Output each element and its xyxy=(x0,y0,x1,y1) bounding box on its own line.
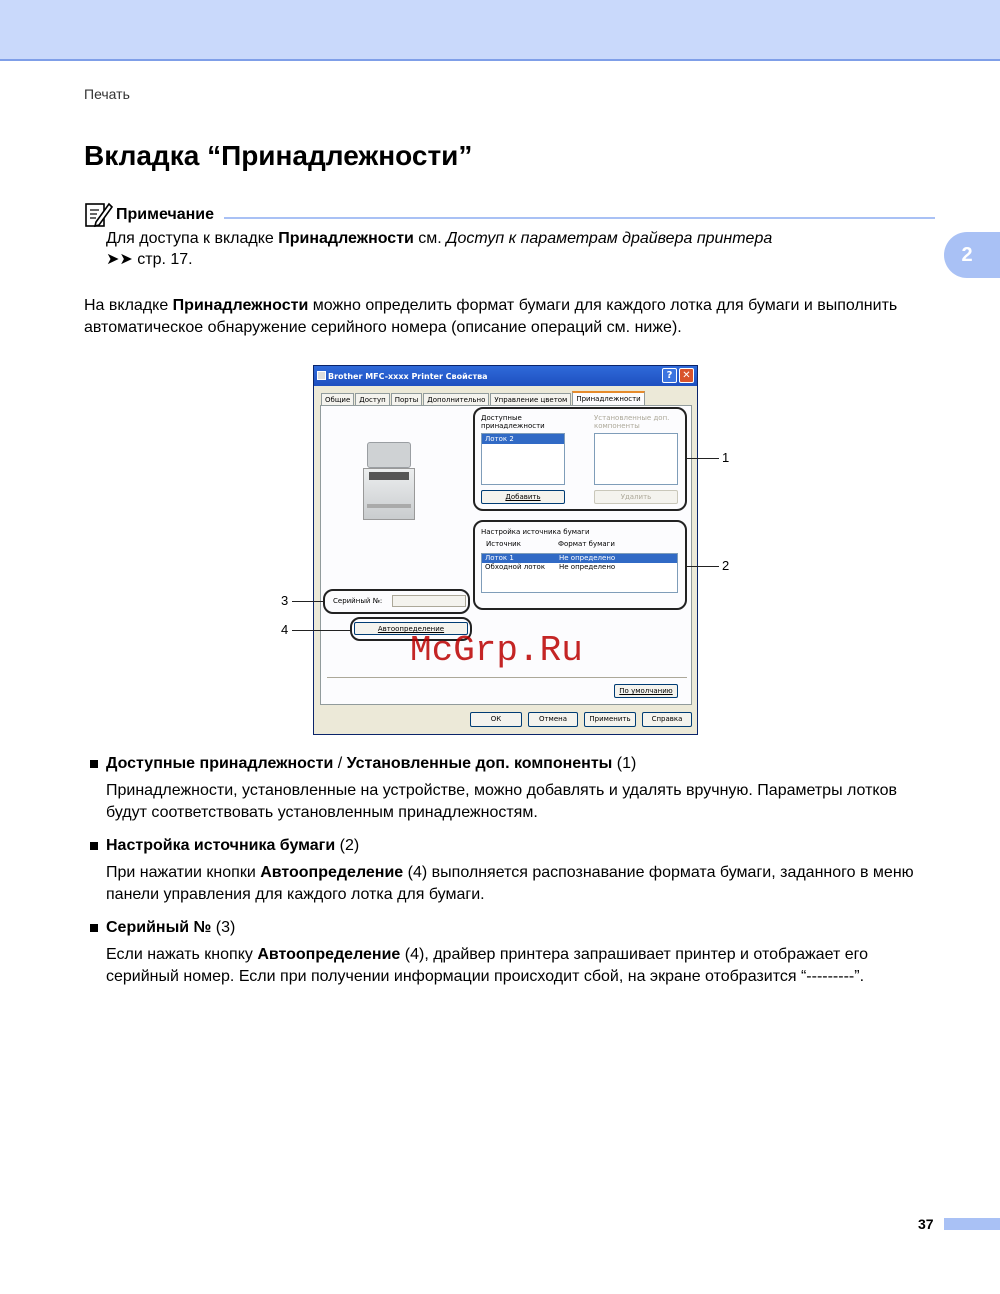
item-body-text: При нажатии кнопки xyxy=(106,864,261,881)
item-body-bold: Автоопределение xyxy=(257,946,401,963)
page-bar xyxy=(944,1218,1000,1230)
row-format: Не определено xyxy=(559,563,616,571)
apply-button[interactable]: Применить xyxy=(584,712,636,727)
page-number: 37 xyxy=(918,1216,934,1232)
intro-text: можно определить формат бумаги для каждого лотка для бумаги и выполнить автоматическое обнаружение серийного номера (описание операций см. ниже). xyxy=(84,297,898,336)
tab-advanced[interactable]: Дополнительно xyxy=(423,393,489,405)
item-body: Принадлежности, установленные на устройстве, можно добавлять и удалять вручную. Параметры лотков будут соответствовать установленным принадлежностям. xyxy=(106,782,897,821)
row-source: Обходной лоток xyxy=(485,563,546,571)
note-link[interactable]: Доступ к параметрам драйвера принтера xyxy=(446,230,773,247)
ok-button[interactable]: ОК xyxy=(470,712,522,727)
callout-leader-2 xyxy=(687,566,719,567)
printer-app-icon xyxy=(317,371,326,380)
item-heading-bold: Доступные принадлежности xyxy=(106,755,334,772)
item-heading-bold: Установленные доп. компоненты xyxy=(346,755,613,772)
callout-leader-1 xyxy=(687,458,719,459)
bullet-icon xyxy=(90,924,98,932)
callout-number-4: 4 xyxy=(281,622,289,637)
callout-box-3 xyxy=(323,589,470,614)
callout-number-1: 1 xyxy=(722,450,730,465)
printer-tray-part xyxy=(367,504,411,508)
page-title: Вкладка “Принадлежности” xyxy=(84,140,473,171)
note-page-ref: ➤➤ стр. 17. xyxy=(106,251,193,268)
bullet-icon xyxy=(90,842,98,850)
column-format: Формат бумаги xyxy=(558,540,615,548)
list-item[interactable]: Лоток 2 xyxy=(482,434,564,444)
add-button-label: Добавить xyxy=(505,493,541,501)
note-text-part: см. xyxy=(413,230,447,247)
installed-label-line: Установленные доп. xyxy=(594,414,670,422)
description-list xyxy=(90,752,940,998)
dialog-title: Brother MFC-xxxx Printer Свойства xyxy=(328,371,488,381)
note-text-bold: Принадлежности xyxy=(278,230,414,247)
list-item xyxy=(90,916,940,940)
available-label-line: принадлежности xyxy=(481,422,545,430)
dialog-titlebar xyxy=(314,366,697,386)
item-body xyxy=(106,944,940,988)
printer-scanner-part xyxy=(367,442,411,468)
installed-label-line: компоненты xyxy=(594,422,640,430)
printer-control-panel-part xyxy=(369,472,409,480)
note-text-part: Для доступа к вкладке xyxy=(106,230,279,247)
tab-accessories[interactable]: Принадлежности xyxy=(572,391,644,406)
serial-label: Серийный №: xyxy=(333,597,383,605)
item-body-text: (4) выполняется распознавание формата бумаги, заданного в меню панели управления для каждого лотка для бумаги. xyxy=(106,864,914,903)
callout-number-2: 2 xyxy=(722,558,730,573)
close-icon[interactable]: ✕ xyxy=(679,368,694,383)
item-body-bold: Автоопределение xyxy=(260,864,404,881)
callout-leader-4 xyxy=(292,630,350,631)
intro-text: На вкладке xyxy=(84,297,173,314)
note-header xyxy=(84,198,935,232)
callout-number-3: 3 xyxy=(281,593,289,608)
paper-source-label: Настройка источника бумаги xyxy=(481,528,590,536)
top-band xyxy=(0,0,1000,61)
help-button[interactable]: Справка xyxy=(642,712,692,727)
item-heading-bold: Серийный № xyxy=(106,919,212,936)
cancel-button[interactable]: Отмена xyxy=(528,712,578,727)
note-box xyxy=(84,198,935,270)
note-rule xyxy=(224,217,935,219)
printer-image xyxy=(363,442,419,526)
tab-ports[interactable]: Порты xyxy=(391,393,423,405)
auto-detect-label: Автоопределение xyxy=(377,625,445,633)
note-pencil-icon xyxy=(84,200,114,230)
running-head: Печать xyxy=(84,86,130,102)
item-body xyxy=(106,862,940,906)
available-label-line: Доступные xyxy=(481,414,522,422)
callout-box-1 xyxy=(473,407,687,511)
bullet-icon xyxy=(90,760,98,768)
tab-color-management[interactable]: Управление цветом xyxy=(490,393,571,405)
remove-button-label: Удалить xyxy=(620,493,652,501)
item-body-text: (4), драйвер принтера запрашивает принтер и отображает его серийный номер. Если при получении информации происходит сбой, на экране отобразится “---------”. xyxy=(106,946,868,985)
column-source: Источник xyxy=(486,540,521,548)
tab-general[interactable]: Общие xyxy=(321,393,354,405)
watermark: McGrp.Ru xyxy=(410,630,583,671)
intro-bold: Принадлежности xyxy=(172,297,309,314)
intro-paragraph xyxy=(84,295,944,339)
item-heading-num: (2) xyxy=(335,837,360,854)
item-heading-bold: Настройка источника бумаги xyxy=(106,837,336,854)
list-item xyxy=(90,752,940,776)
list-item xyxy=(90,834,940,858)
item-heading-sep: / xyxy=(333,755,347,772)
chapter-tab: 2 xyxy=(944,232,1000,278)
help-icon[interactable]: ? xyxy=(662,368,677,383)
note-label: Примечание xyxy=(116,206,215,223)
tab-access[interactable]: Доступ xyxy=(355,393,389,405)
default-button[interactable] xyxy=(614,684,678,698)
callout-leader-3 xyxy=(292,601,323,602)
row-format: Не определено xyxy=(559,554,616,562)
default-button-label: По умолчанию xyxy=(619,687,673,695)
separator-line xyxy=(327,677,687,678)
row-source: Лоток 1 xyxy=(485,554,514,562)
callout-box-2 xyxy=(473,520,687,610)
item-body-text: Если нажать кнопку xyxy=(106,946,258,963)
item-heading-num: (1) xyxy=(612,755,637,772)
item-heading-num: (3) xyxy=(211,919,236,936)
note-text xyxy=(106,228,935,270)
dialog-tabs xyxy=(321,391,646,406)
